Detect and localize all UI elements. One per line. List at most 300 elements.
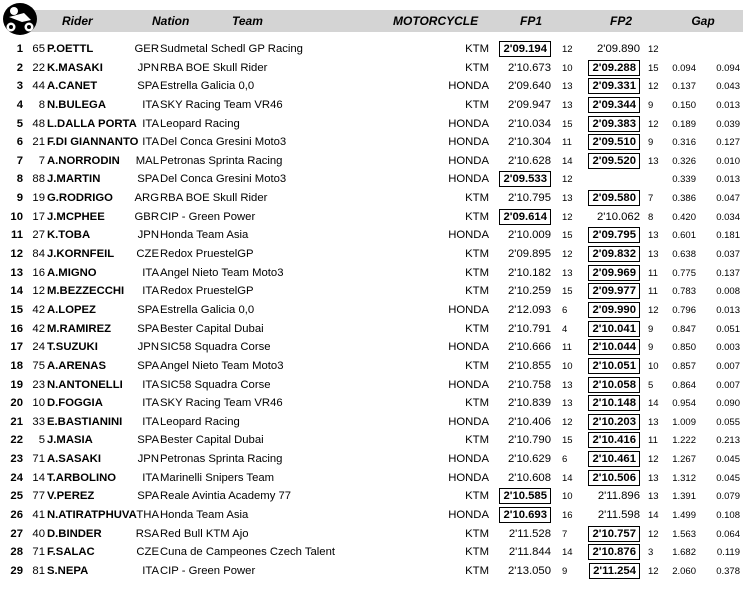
- cell-team: Bester Capital Dubai: [160, 434, 264, 447]
- cell-pos: 14: [10, 285, 23, 298]
- cell-fp2: 2'10.757: [588, 526, 640, 542]
- cell-fp1-laps: 16: [562, 510, 573, 522]
- cell-pos: 22: [10, 434, 23, 447]
- cell-fp2-laps: 11: [648, 286, 658, 298]
- cell-fp2: 2'09.288: [588, 60, 640, 76]
- cell-fp2-laps: 12: [648, 528, 659, 540]
- cell-int: 0.013: [716, 99, 740, 111]
- cell-pos: 24: [10, 471, 23, 484]
- cell-nation: ITA: [142, 117, 159, 130]
- cell-pos: 26: [10, 509, 23, 522]
- cell-pos: 27: [10, 527, 23, 540]
- cell-fp1-laps: 11: [562, 342, 572, 354]
- cell-pos: 20: [10, 397, 23, 410]
- table-row: [0, 301, 745, 320]
- cell-num: 71: [32, 453, 45, 466]
- cell-team: Leopard Racing: [160, 117, 240, 130]
- cell-rider: K.MASAKI: [47, 61, 103, 74]
- cell-nation: MAL: [135, 154, 159, 167]
- cell-fp1-laps: 14: [562, 155, 573, 167]
- cell-fp2-laps: 13: [648, 491, 659, 503]
- header-rider: Rider: [62, 14, 93, 28]
- cell-team: RBA BOE Skull Rider: [160, 61, 268, 74]
- cell-num: 16: [32, 266, 45, 279]
- table-row: [0, 189, 745, 208]
- cell-team: Redox PruestelGP: [160, 248, 254, 261]
- cell-fp2: 2'09.977: [588, 283, 640, 299]
- cell-num: 88: [32, 173, 45, 186]
- cell-int: 0.090: [716, 398, 740, 410]
- cell-pos: 19: [10, 378, 23, 391]
- cell-fp1: 2'10.629: [508, 453, 551, 466]
- cell-fp2: 2'10.506: [588, 470, 640, 486]
- cell-pos: 10: [10, 210, 23, 223]
- cell-rider: J.MARTIN: [47, 173, 101, 186]
- cell-int: 0.013: [716, 304, 740, 316]
- cell-rider: M.RAMIREZ: [47, 322, 112, 335]
- cell-pos: 7: [16, 154, 23, 167]
- cell-fp1: 2'09.640: [508, 80, 551, 93]
- cell-rider: A.CANET: [47, 80, 98, 93]
- cell-nation: ITA: [142, 136, 159, 149]
- cell-gap: 1.222: [672, 435, 696, 447]
- cell-fp1: 2'09.194: [499, 41, 551, 57]
- cell-rider: E.BASTIANINI: [47, 415, 123, 428]
- cell-fp1-laps: 15: [562, 435, 573, 447]
- cell-gap: 0.137: [672, 81, 696, 93]
- table-header: [0, 0, 745, 36]
- cell-nation: SPA: [137, 359, 159, 372]
- cell-num: 81: [32, 564, 45, 577]
- cell-pos: 6: [16, 136, 23, 149]
- cell-gap: 0.857: [672, 360, 696, 372]
- cell-moto: HONDA: [448, 471, 489, 484]
- cell-gap: 1.312: [672, 472, 696, 484]
- cell-int: 0.008: [716, 286, 740, 298]
- cell-gap: 0.954: [672, 398, 696, 410]
- table-row: [0, 115, 745, 134]
- cell-moto: KTM: [465, 61, 489, 74]
- cell-gap: 0.094: [672, 62, 696, 74]
- cell-fp2: 2'09.890: [597, 43, 640, 55]
- cell-gap: 0.775: [672, 267, 696, 279]
- cell-fp2-laps: 15: [648, 62, 659, 74]
- cell-num: 19: [32, 192, 45, 205]
- cell-moto: HONDA: [448, 173, 489, 186]
- cell-pos: 8: [16, 173, 23, 186]
- cell-num: 24: [32, 341, 45, 354]
- cell-nation: JPN: [137, 453, 159, 466]
- cell-fp1-laps: 12: [562, 211, 573, 223]
- cell-pos: 1: [16, 43, 23, 55]
- cell-fp2-laps: 11: [648, 435, 658, 447]
- cell-nation: GBR: [134, 210, 159, 223]
- cell-rider: N.BULEGA: [47, 98, 106, 111]
- cell-team: Petronas Sprinta Racing: [160, 453, 283, 466]
- cell-num: 48: [32, 117, 45, 130]
- cell-num: 40: [32, 527, 45, 540]
- cell-fp2: 2'09.580: [588, 190, 640, 206]
- cell-pos: 5: [16, 117, 23, 130]
- cell-int: 0.007: [716, 360, 740, 372]
- cell-fp2: 2'09.510: [588, 134, 640, 150]
- cell-fp2: 2'11.254: [589, 563, 640, 579]
- cell-fp2-laps: 13: [648, 230, 659, 242]
- table-row: [0, 208, 745, 227]
- cell-fp1: 2'10.034: [508, 117, 551, 130]
- cell-int: 0.108: [716, 510, 740, 522]
- cell-fp2-laps: 12: [648, 81, 659, 93]
- cell-fp2: 2'10.058: [588, 377, 640, 393]
- table-row: [0, 357, 745, 376]
- cell-moto: KTM: [465, 43, 489, 55]
- table-row: [0, 562, 745, 581]
- cell-fp1: 2'10.855: [508, 359, 551, 372]
- cell-fp2: 2'09.795: [588, 227, 640, 243]
- cell-fp2: 2'10.461: [588, 451, 640, 467]
- cell-fp2: 2'09.520: [588, 153, 640, 169]
- cell-fp1-laps: 6: [562, 454, 568, 466]
- cell-fp1-laps: 9: [562, 565, 568, 577]
- cell-rider: K.TOBA: [47, 229, 91, 242]
- cell-moto: KTM: [465, 527, 489, 540]
- cell-fp1: 2'09.533: [499, 171, 551, 187]
- cell-moto: KTM: [465, 98, 489, 111]
- cell-fp1-laps: 11: [562, 137, 572, 149]
- cell-team: CIP - Green Power: [160, 210, 256, 223]
- cell-rider: A.LOPEZ: [47, 303, 96, 316]
- cell-rider: V.PEREZ: [47, 490, 95, 503]
- cell-gap: 0.796: [672, 304, 696, 316]
- cell-fp2-laps: 7: [648, 193, 654, 205]
- cell-nation: SPA: [137, 173, 159, 186]
- cell-fp1: 2'10.758: [508, 378, 551, 391]
- cell-moto: HONDA: [448, 80, 489, 93]
- cell-rider: N.ANTONELLI: [47, 378, 123, 391]
- cell-fp2-laps: 12: [648, 454, 659, 466]
- cell-fp1-laps: 14: [562, 547, 573, 559]
- cell-fp1-laps: 10: [562, 360, 573, 372]
- cell-pos: 28: [10, 546, 23, 559]
- cell-rider: A.NORRODIN: [47, 154, 120, 167]
- cell-gap: 0.850: [672, 342, 696, 354]
- cell-int: 0.137: [716, 267, 740, 279]
- cell-team: Angel Nieto Team Moto3: [160, 266, 284, 279]
- cell-int: 0.007: [716, 379, 740, 391]
- cell-fp2: 2'09.969: [588, 265, 640, 281]
- cell-nation: JPN: [137, 229, 159, 242]
- cell-fp1: 2'10.693: [499, 507, 551, 523]
- cell-int: 0.043: [716, 81, 740, 93]
- cell-moto: HONDA: [448, 509, 489, 522]
- cell-nation: THA: [136, 509, 159, 522]
- cell-int: 0.213: [716, 435, 740, 447]
- cell-int: 0.045: [716, 454, 740, 466]
- cell-nation: ITA: [142, 397, 159, 410]
- cell-pos: 12: [10, 248, 23, 261]
- cell-fp1: 2'12.093: [508, 303, 551, 316]
- cell-fp2-laps: 9: [648, 323, 654, 335]
- cell-fp2: 2'11.598: [597, 509, 640, 522]
- cell-nation: ITA: [142, 285, 159, 298]
- cell-moto: KTM: [465, 434, 489, 447]
- cell-nation: ITA: [142, 378, 159, 391]
- cell-num: 22: [32, 61, 45, 74]
- cell-moto: KTM: [465, 248, 489, 261]
- cell-fp2-laps: 12: [648, 118, 659, 130]
- cell-team: Estrella Galicia 0,0: [160, 303, 255, 316]
- cell-fp1: 2'10.673: [508, 61, 551, 74]
- cell-int: 0.034: [716, 211, 740, 223]
- cell-fp2: 2'09.344: [588, 97, 640, 113]
- cell-int: 0.010: [716, 155, 740, 167]
- cell-fp1-laps: 10: [562, 491, 573, 503]
- cell-gap: 0.847: [672, 323, 696, 335]
- cell-rider: A.ARENAS: [47, 359, 106, 372]
- cell-fp1: 2'10.585: [499, 488, 551, 504]
- cell-int: 0.039: [716, 118, 740, 130]
- cell-fp2: 2'11.896: [597, 490, 640, 503]
- cell-int: 0.181: [716, 230, 740, 242]
- cell-team: Marinelli Snipers Team: [160, 471, 275, 484]
- cell-moto: KTM: [465, 192, 489, 205]
- cell-nation: ITA: [142, 266, 159, 279]
- cell-team: Leopard Racing: [160, 415, 240, 428]
- cell-pos: 2: [16, 61, 23, 74]
- cell-fp1: 2'09.614: [499, 209, 551, 225]
- cell-num: 44: [32, 80, 45, 93]
- cell-nation: ITA: [142, 415, 159, 428]
- cell-gap: 1.391: [672, 491, 696, 503]
- cell-fp2: 2'10.416: [588, 432, 640, 448]
- header-gap: Gap: [691, 14, 715, 28]
- cell-fp1-laps: 7: [562, 528, 568, 540]
- cell-num: 42: [32, 303, 45, 316]
- cell-fp2: 2'10.051: [588, 358, 640, 374]
- cell-nation: SPA: [137, 434, 159, 447]
- table-row: [0, 59, 745, 78]
- cell-fp1-laps: 10: [562, 62, 573, 74]
- cell-num: 42: [32, 322, 45, 335]
- cell-fp2-laps: 14: [648, 398, 659, 410]
- cell-fp2-laps: 12: [648, 44, 659, 55]
- cell-pos: 9: [16, 192, 23, 205]
- table-row: [0, 394, 745, 413]
- cell-fp1: 2'10.791: [508, 322, 551, 335]
- cell-fp2-laps: 9: [648, 342, 654, 354]
- cell-rider: J.KORNFEIL: [47, 248, 115, 261]
- table-row: [0, 487, 745, 506]
- cell-fp2-laps: 9: [648, 99, 654, 111]
- cell-pos: 21: [10, 415, 23, 428]
- table-row: [0, 450, 745, 469]
- cell-fp1-laps: 12: [562, 249, 573, 261]
- cell-fp1: 2'10.304: [508, 136, 551, 149]
- cell-int: 0.003: [716, 342, 740, 354]
- cell-team: Bester Capital Dubai: [160, 322, 264, 335]
- cell-moto: HONDA: [448, 117, 489, 130]
- cell-moto: KTM: [465, 285, 489, 298]
- cell-gap: 0.150: [672, 99, 696, 111]
- cell-moto: HONDA: [448, 415, 489, 428]
- cell-pos: 23: [10, 453, 23, 466]
- cell-fp2-laps: 5: [648, 379, 654, 391]
- cell-nation: ITA: [142, 471, 159, 484]
- table-row: [0, 413, 745, 432]
- cell-num: 27: [32, 229, 45, 242]
- cell-fp2-laps: 12: [648, 304, 659, 316]
- cell-fp2-laps: 8: [648, 211, 654, 223]
- table-row: [0, 170, 745, 189]
- cell-num: 10: [32, 397, 45, 410]
- cell-gap: 1.682: [672, 547, 696, 559]
- cell-fp1: 2'11.528: [508, 527, 551, 540]
- header-motorcycle: MOTORCYCLE: [393, 14, 479, 28]
- cell-fp1-laps: 14: [562, 472, 573, 484]
- cell-moto: HONDA: [448, 378, 489, 391]
- cell-fp1-laps: 4: [562, 323, 568, 335]
- cell-fp2: 2'10.062: [597, 210, 640, 223]
- cell-nation: JPN: [137, 61, 159, 74]
- cell-pos: 16: [10, 322, 23, 335]
- cell-fp1: 2'10.790: [508, 434, 551, 447]
- cell-int: 0.064: [716, 528, 740, 540]
- cell-nation: SPA: [137, 80, 159, 93]
- cell-fp2-laps: 14: [648, 510, 659, 522]
- cell-fp2: 2'10.876: [588, 544, 640, 560]
- cell-gap: 0.638: [672, 249, 696, 261]
- cell-fp2-laps: 10: [648, 360, 659, 372]
- cell-gap: 1.009: [672, 416, 696, 428]
- cell-moto: HONDA: [448, 303, 489, 316]
- results-table: [0, 40, 745, 581]
- cell-fp2: 2'09.832: [588, 246, 640, 262]
- cell-team: Sudmetal Schedl GP Racing: [160, 43, 303, 55]
- cell-fp1: 2'09.947: [508, 98, 551, 111]
- cell-team: Del Conca Gresini Moto3: [160, 136, 287, 149]
- cell-pos: 25: [10, 490, 23, 503]
- cell-num: 7: [38, 154, 45, 167]
- table-row: [0, 264, 745, 283]
- cell-int: 0.127: [716, 137, 740, 149]
- cell-fp1-laps: 12: [562, 44, 573, 55]
- cell-fp1: 2'10.608: [508, 471, 551, 484]
- cell-nation: ITA: [142, 98, 159, 111]
- cell-fp2: 2'10.044: [588, 339, 640, 355]
- table-row: [0, 77, 745, 96]
- cell-rider: G.RODRIGO: [47, 192, 113, 205]
- cell-fp1-laps: 15: [562, 118, 573, 130]
- cell-team: Reale Avintia Academy 77: [160, 490, 292, 503]
- cell-moto: KTM: [465, 359, 489, 372]
- cell-gap: 0.339: [672, 174, 696, 186]
- table-row: [0, 469, 745, 488]
- cell-num: 71: [32, 546, 45, 559]
- cell-num: 14: [32, 471, 45, 484]
- cell-rider: J.MASIA: [47, 434, 93, 447]
- cell-fp1: 2'10.182: [508, 266, 551, 279]
- cell-fp2: 2'10.041: [588, 321, 640, 337]
- cell-fp2-laps: 13: [648, 155, 659, 167]
- cell-num: 65: [32, 43, 45, 55]
- cell-fp1-laps: 15: [562, 286, 573, 298]
- cell-gap: 0.601: [672, 230, 696, 242]
- cell-num: 84: [32, 248, 45, 261]
- cell-team: CIP - Green Power: [160, 564, 256, 577]
- cell-rider: P.OETTL: [47, 43, 94, 55]
- cell-team: Cuna de Campeones Czech Talent: [160, 546, 336, 559]
- cell-fp1-laps: 12: [562, 174, 573, 186]
- cell-moto: KTM: [465, 210, 489, 223]
- cell-team: SKY Racing Team VR46: [160, 98, 283, 111]
- cell-num: 33: [32, 415, 45, 428]
- cell-fp1: 2'10.259: [508, 285, 551, 298]
- header-fp2: FP2: [609, 14, 633, 28]
- header-bar: [20, 10, 743, 32]
- cell-rider: A.MIGNO: [47, 266, 97, 279]
- cell-gap: 0.420: [672, 211, 696, 223]
- cell-pos: 15: [10, 303, 23, 316]
- cell-fp2: 2'09.383: [588, 116, 640, 132]
- cell-moto: KTM: [465, 266, 489, 279]
- cell-team: SKY Racing Team VR46: [160, 397, 283, 410]
- cell-gap: 0.386: [672, 193, 696, 205]
- cell-rider: F.SALAC: [47, 546, 95, 559]
- cell-fp1: 2'13.050: [508, 564, 551, 577]
- cell-rider: T.ARBOLINO: [47, 471, 117, 484]
- cell-nation: ITA: [142, 564, 159, 577]
- cell-int: 0.037: [716, 249, 740, 261]
- cell-num: 77: [32, 490, 45, 503]
- cell-moto: HONDA: [448, 341, 489, 354]
- cell-fp1: 2'10.839: [508, 397, 551, 410]
- cell-rider: T.SUZUKI: [47, 341, 98, 354]
- cell-fp2-laps: 11: [648, 267, 658, 279]
- table-row: [0, 245, 745, 264]
- cell-fp1: 2'11.844: [508, 546, 551, 559]
- cell-moto: KTM: [465, 564, 489, 577]
- cell-team: Redox PruestelGP: [160, 285, 254, 298]
- cell-moto: KTM: [465, 546, 489, 559]
- table-row: [0, 226, 745, 245]
- cell-team: Honda Team Asia: [160, 229, 249, 242]
- table-row: [0, 376, 745, 395]
- cell-pos: 17: [10, 341, 23, 354]
- cell-fp2-laps: 12: [648, 565, 659, 577]
- motorcycle-rider-icon: [0, 0, 40, 36]
- cell-fp1: 2'10.009: [508, 229, 551, 242]
- cell-int: 0.094: [716, 62, 740, 74]
- cell-rider: S.NEPA: [47, 564, 89, 577]
- cell-num: 12: [32, 285, 45, 298]
- cell-team: Petronas Sprinta Racing: [160, 154, 283, 167]
- cell-int: 0.047: [716, 193, 740, 205]
- cell-nation: SPA: [137, 322, 159, 335]
- cell-fp1-laps: 15: [562, 230, 573, 242]
- cell-num: 17: [32, 210, 45, 223]
- table-row: [0, 40, 745, 59]
- cell-fp1-laps: 13: [562, 379, 573, 391]
- cell-int: 0.378: [716, 565, 740, 577]
- cell-fp1-laps: 13: [562, 81, 573, 93]
- cell-team: Honda Team Asia: [160, 509, 249, 522]
- cell-fp2-laps: 13: [648, 249, 659, 261]
- cell-team: Angel Nieto Team Moto3: [160, 359, 284, 372]
- cell-fp2-laps: 3: [648, 547, 654, 559]
- cell-num: 41: [32, 509, 45, 522]
- cell-fp1-laps: 13: [562, 193, 573, 205]
- table-row: [0, 96, 745, 115]
